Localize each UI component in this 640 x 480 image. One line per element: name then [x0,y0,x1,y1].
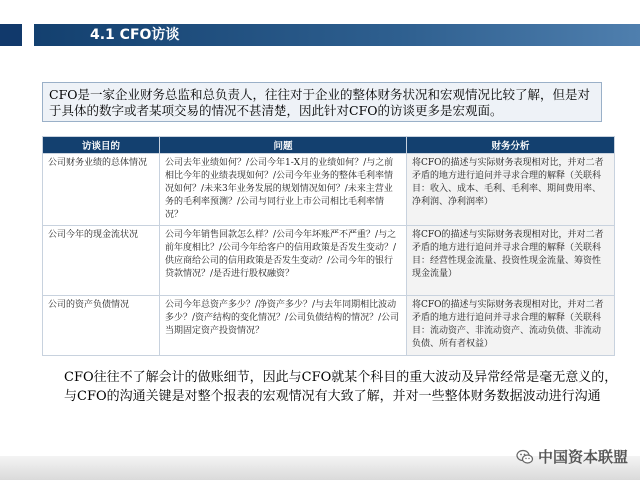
analysis-cell: 将CFO的描述与实际财务表现相对比，并对二者矛盾的地方进行追问并寻求合理的解释（关联科目：经营性现金流量、投资性现金流量、筹资性现金流量） [407,226,615,296]
questions-cell: 公司今年销售回款怎么样？/公司今年坏账严不严重？/与之前年度相比？/公司今年给客户的信用政策是否发生变动？/供应商给公司的信用政策是否发生变动？/公司今年的银行贷款情况？/是否进行股权融资？ [160,226,407,296]
watermark-text: 中国资本联盟 [537,448,628,466]
purpose-cell: 公司今年的现金流状况 [43,226,160,296]
header-accent-block [0,24,22,46]
header-purpose: 访谈目的 [43,137,160,154]
summary-text: CFO往往不了解会计的做账细节，因此与CFO就某个科目的重大波动及异常经常是毫无意义的，与CFO的沟通关键是对整个报表的宏观情况有大致了解，并对一些整体财务数据波动进行沟通 [64,370,618,404]
analysis-cell: 将CFO的描述与实际财务表现相对比，并对二者矛盾的地方进行追问并寻求合理的解释（关联科目：收入、成本、毛利、毛利率、期间费用率、净利润、净利润率） [407,154,615,226]
table-row [43,296,615,356]
header-questions: 问题 [160,137,407,154]
table-row [43,154,615,226]
table-header-row [43,137,615,154]
table-row [43,226,615,296]
wechat-icon [516,449,534,465]
interview-table [42,136,615,356]
questions-cell: 公司今年总资产多少？/净资产多少？/与去年同期相比波动多少？/资产结构的变化情况？/公司负债结构的情况？/公司当期固定资产投资情况？ [160,296,407,356]
watermark-logo [516,446,628,467]
analysis-cell: 将CFO的描述与实际财务表现相对比，并对二者矛盾的地方进行追问并寻求合理的解释（关联科目：流动资产、非流动资产、流动负债、非流动负债、所有者权益） [407,296,615,356]
page-title: 4.1 CFO访谈 [90,27,180,43]
purpose-cell: 公司的资产负债情况 [43,296,160,356]
questions-cell: 公司去年业绩如何？/公司今年1-X月的业绩如何？/与之前相比今年的业绩表现如何？/公司今年业务的整体毛利率情况如何？/未来3年业务发展的规划情况如何？/未来主营业务的毛利率预测？/公司与同行业上市公司相比毛利率情况？ [160,154,407,226]
purpose-cell: 公司财务业绩的总体情况 [43,154,160,226]
header-analysis: 财务分析 [407,137,615,154]
intro-box: CFO是一家企业财务总监和总负责人，往往对于企业的整体财务状况和宏观情况比较了解，但是对于具体的数字或者某项交易的情况不甚清楚，因此针对CFO的访谈更多是宏观面。 [42,82,602,122]
